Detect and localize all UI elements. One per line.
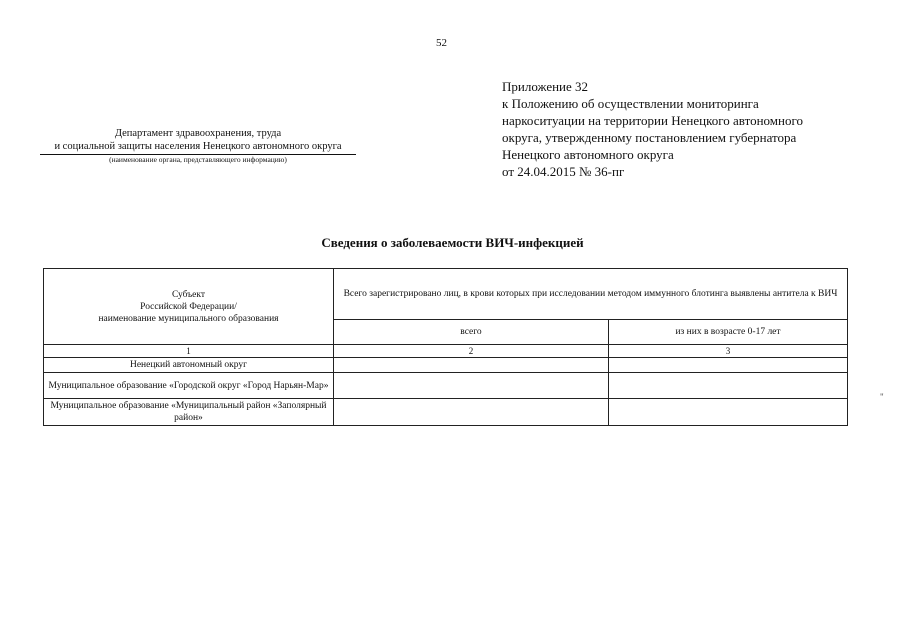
- document-title: Сведения о заболеваемости ВИЧ-инфекцией: [321, 235, 584, 250]
- appendix-line: Ненецкого автономного округа: [502, 147, 674, 162]
- row-age-cell[interactable]: [609, 373, 848, 399]
- row-name: Ненецкий автономный округ: [44, 358, 334, 373]
- appendix-line: Приложение 32: [502, 79, 589, 94]
- department-caption: (наименование органа, представляющего информацию): [109, 155, 287, 164]
- header-subject: [44, 269, 334, 345]
- table-row: [44, 399, 848, 426]
- department-name-line: и социальной защиты населения Ненецкого автономного округа: [54, 141, 342, 152]
- header-subject-line: наименование муниципального образования: [98, 313, 279, 324]
- column-number: 3: [609, 345, 848, 358]
- column-number-row: [44, 345, 848, 358]
- page-number: 52: [436, 37, 447, 49]
- row-age-cell[interactable]: [609, 399, 848, 426]
- reporting-organization: [40, 127, 356, 165]
- hiv-report-table: [43, 268, 848, 426]
- row-total-cell[interactable]: [334, 373, 609, 399]
- row-name: Муниципальное образование «Городской округ «Город Нарьян-Мар»: [44, 373, 334, 399]
- row-total-cell[interactable]: [334, 399, 609, 426]
- row-name: Муниципальное образование «Муниципальный район «Заполярный район»: [44, 399, 334, 426]
- appendix-line: к Положению об осуществлении мониторинга: [502, 96, 759, 111]
- header-subject-line: Российской Федерации/: [140, 301, 237, 312]
- header-all: всего: [334, 320, 609, 345]
- header-age-0-17: из них в возрасте 0-17 лет: [609, 320, 848, 345]
- appendix-line: округа, утвержденному постановлением губернатора: [502, 130, 797, 145]
- column-number: 1: [44, 345, 334, 358]
- margin-mark: ": [880, 392, 884, 402]
- row-age-cell[interactable]: [609, 358, 848, 373]
- appendix-line: от 24.04.2015 № 36-пг: [502, 164, 625, 179]
- column-number: 2: [334, 345, 609, 358]
- appendix-header: [502, 78, 882, 180]
- table-row: [44, 373, 848, 399]
- header-total-registered: Всего зарегистрировано лиц, в крови которых при исследовании методом иммунного блотинга выявлены антитела к ВИЧ: [334, 269, 848, 320]
- appendix-line: наркоситуации на территории Ненецкого автономного: [502, 113, 803, 128]
- row-total-cell[interactable]: [334, 358, 609, 373]
- department-name-line: Департамент здравоохранения, труда: [114, 128, 282, 139]
- header-subject-line: Субъект: [171, 289, 206, 300]
- table-row: [44, 358, 848, 373]
